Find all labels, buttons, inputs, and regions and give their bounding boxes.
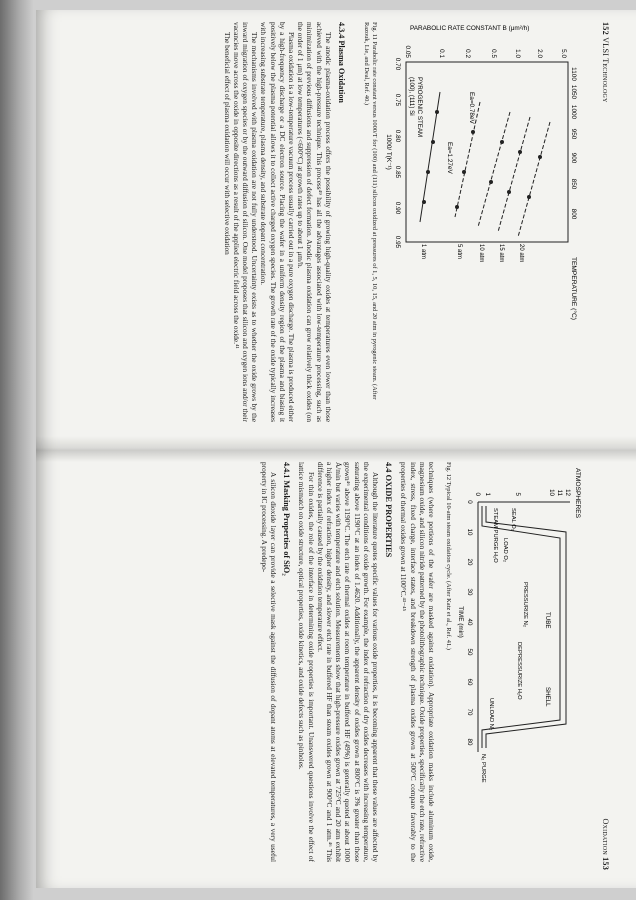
x-axis-label: 1000/ T(K⁻¹) bbox=[385, 134, 392, 170]
figure-12-chart bbox=[458, 462, 590, 870]
y-tick: 5.0 bbox=[560, 49, 567, 58]
ea-label-1: Ea=0.78eV bbox=[468, 92, 475, 124]
paragraph: Plasma oxidation is a low-temperature vacuum process usually carried out in a pure oxygen discharge. The plasma is produced either by a high-frequency discharge or a DC electron source. Placing the wafer in a uniform density region of the plasma and biasing it positively below the plasma potential allows it to collect active charged oxygen species. The growth rate of the oxide typically increases with increasing substrate temperature, plasma density, and substrate dopant concentration. bbox=[259, 22, 296, 422]
page-number-and-title bbox=[601, 22, 610, 103]
top-tick: 1100 bbox=[570, 67, 577, 81]
top-tick: 1000 bbox=[570, 104, 577, 120]
paragraph: The beneficial effect of plasma oxidation will occur with selective oxidation bbox=[222, 32, 232, 255]
y-tick: 1.0 bbox=[514, 49, 521, 58]
running-title: VLSI Technology bbox=[601, 37, 610, 103]
x-tick: 70 bbox=[466, 708, 473, 716]
x-tick: 40 bbox=[466, 618, 473, 626]
book-gutter bbox=[36, 436, 636, 462]
y-ticks bbox=[404, 46, 567, 59]
y-axis-label: PARABOLIC RATE CONSTANT B (μm²/h) bbox=[410, 25, 530, 32]
paragraph: The mechanisms involved with plasma oxidation are not fully understood. Uncertainty exists as to whether the oxide grows by the inward migration of oxygen species or by the outward diffusion of silicon. One model proposes that silicon and oxygen ions and/or their vacancies move across the oxide in opposite directions as a result of the applied electric field across the oxide.⁴¹ bbox=[231, 22, 260, 422]
line-10atm bbox=[478, 112, 510, 227]
top-tick: 950 bbox=[570, 128, 577, 140]
x-ticks bbox=[466, 500, 473, 746]
y-tick: 11 bbox=[556, 489, 563, 496]
label-pressurize: PRESSURIZE N₂ bbox=[522, 582, 528, 628]
x-tick: 50 bbox=[466, 648, 473, 656]
figure-11-caption: Fig. 11 Parabolic rate constant versus 1000/T for (100) and (111) silicon oxidized at pressures of 1, 5, 10, 15, and 20 atm in pyrogenic steam. (After Razouk, Lie, and Deal, Ref. 40.) bbox=[363, 22, 378, 400]
page-number: 152 bbox=[601, 22, 610, 35]
label-shell: SHELL bbox=[544, 687, 551, 707]
page-152 bbox=[50, 22, 610, 430]
paragraph: Although the literature quotes specific values for various oxide properties, it is becoming apparent that these values are affected by the experimental conditions of oxide growth. For example, the index of refraction of dry oxides decreases with increasing temperature, saturating above 1190°C at an index of 1.4620. Additionally, the apparent density of oxides grown at 800°C is 3% greater than those grown⁴⁶ above 1190°C. The etch rate of thermal oxides at room temperature in buffered HF (49%) is generally quoted at about 1000 Å/min but varies with temperature and etch solution. Measurements show that high-pressure oxides grown at 725°C and 20 atm exhibit a higher index of refraction, higher density, and slower etch rate in buffered HF than steam oxides grown at 900°C and 1 atm.⁴⁶ This difference is partially caused by the oxidation temperature effect. bbox=[315, 462, 380, 862]
running-title: Oxidation bbox=[601, 818, 610, 855]
label-tube: TUBE bbox=[544, 612, 551, 629]
label-unload: UNLOAD N₂ bbox=[488, 698, 494, 731]
y-tick: 10 bbox=[548, 489, 555, 496]
x-tick: 0.95 bbox=[394, 235, 401, 249]
pressure-label: 20 atm bbox=[518, 244, 524, 263]
page-header bbox=[596, 22, 610, 430]
x-tick: 0.85 bbox=[394, 165, 401, 179]
y-tick: 5 bbox=[514, 492, 521, 496]
x-tick: 10 bbox=[466, 528, 473, 536]
page-153 bbox=[50, 462, 610, 870]
y-tick: 0.2 bbox=[464, 49, 471, 58]
figure-11-chart bbox=[385, 22, 590, 430]
y-axis-label: ATMOSPHERES bbox=[574, 468, 581, 519]
pressure-label: 10 atm bbox=[478, 244, 484, 263]
paragraph: techniques (where portions of the wafer are masked against oxidation). Appropriate oxidation masks include aluminum oxide, magnesium oxide, and silicon nitride patterned by the photolithographic technique. Oxide properties, specifically the etch rate, refractive index, stress, fixed charge, interface states, and breakdown strength of plasma oxides grown at 500°C compare favorably to the properties of thermal oxides grown at 1100°C.⁴³⁻⁴⁵ bbox=[399, 462, 436, 862]
x-tick: 0.70 bbox=[394, 57, 401, 71]
x-tick: 60 bbox=[466, 678, 473, 686]
y-tick: 0 bbox=[474, 492, 481, 496]
page-header bbox=[596, 462, 610, 870]
subsection-heading: 4.4.1 Masking Properties of SiO₂ bbox=[282, 462, 292, 576]
top-tick: 1050 bbox=[570, 84, 577, 100]
y-tick: 0.05 bbox=[404, 45, 411, 58]
paragraph: For thin oxides, the role of the interface in determining oxide properties is important. Unanswered questions involve the effect of lattice mismatch on oxide structure, optical properties, oxide kinetics, and oxide defects such as pinholes. bbox=[297, 462, 316, 862]
y-tick: 2.0 bbox=[536, 49, 543, 58]
pressure-label: 15 atm bbox=[498, 244, 504, 263]
top-axis-label: TEMPERATURE (°C) bbox=[570, 257, 577, 320]
section-heading: 4.3.4 Plasma Oxidation bbox=[337, 22, 346, 103]
label-load: LOAD O₂ bbox=[502, 538, 508, 563]
label-seal: SEAL O₂ bbox=[510, 508, 516, 531]
x-tick: 0.90 bbox=[394, 201, 401, 215]
label-depressurize: DEPRESSURIZE H₂O bbox=[516, 642, 522, 700]
x-ticks bbox=[394, 58, 401, 249]
title-and-page-number bbox=[601, 818, 610, 870]
y-tick: 0.1 bbox=[438, 49, 445, 58]
line-20atm bbox=[518, 122, 550, 237]
scanner-shadow-edge bbox=[0, 0, 34, 900]
top-tick: 900 bbox=[570, 152, 577, 164]
label-n2-purge: N₂ PURGE bbox=[480, 754, 486, 783]
x-tick: 0 bbox=[466, 500, 473, 504]
x-tick: 80 bbox=[466, 738, 473, 746]
pressure-label: 5 atm bbox=[456, 244, 462, 260]
y-ticks bbox=[474, 489, 571, 496]
page-number: 153 bbox=[601, 857, 610, 870]
section-heading: 4.4 OXIDE PROPERTIES bbox=[384, 462, 394, 558]
right-body-text bbox=[260, 462, 436, 862]
legend-line-2: (100), (111) Si bbox=[408, 77, 415, 116]
paragraph: A silicon dioxide layer can provide a selective mask against the diffusion of dopant atoms at elevated temperatures, a very useful property in IC processing. A predepo- bbox=[259, 462, 278, 862]
x-axis-label: TIME (min) bbox=[457, 606, 464, 638]
top-tick: 850 bbox=[570, 178, 577, 190]
left-body-text bbox=[222, 22, 352, 422]
y-tick: 0.5 bbox=[490, 49, 497, 58]
x-tick: 0.75 bbox=[394, 93, 401, 107]
label-steam-purge: STEAM PURGE H₂O bbox=[492, 508, 498, 563]
line-15atm bbox=[498, 117, 530, 232]
pressure-label: 1 atm bbox=[420, 244, 426, 260]
x-tick: 30 bbox=[466, 588, 473, 596]
top-temperature-ticks bbox=[570, 67, 577, 220]
y-tick: 1 bbox=[484, 492, 491, 496]
ea-label-2: Ea=1.27eV bbox=[446, 142, 453, 174]
top-tick: 800 bbox=[570, 208, 577, 220]
y-tick: 12 bbox=[564, 489, 571, 496]
legend-line-1: PYROGENIC STEAM bbox=[416, 77, 423, 138]
x-tick: 0.80 bbox=[394, 129, 401, 143]
paragraph: The anodic plasma-oxidation process offers the possibility of growing high-quality oxides at temperatures even lower than those achieved with the high-pressure technique. This process⁴⁹ has all the advantages associated with low-temperature processing, such as minimization of previous diffusions and suppression of defect formation. Anodic plasma oxidation can grow relatively thick oxides (on the order of 1 μm) at low temperatures (<600°C) at growth rates up to about 1 μm/h. bbox=[296, 22, 333, 422]
figure-12-caption: Fig. 12 Typical 10-atm steam oxidation cycle. (After Katz et al., Ref. 41.) bbox=[445, 462, 452, 650]
x-tick: 20 bbox=[466, 558, 473, 566]
